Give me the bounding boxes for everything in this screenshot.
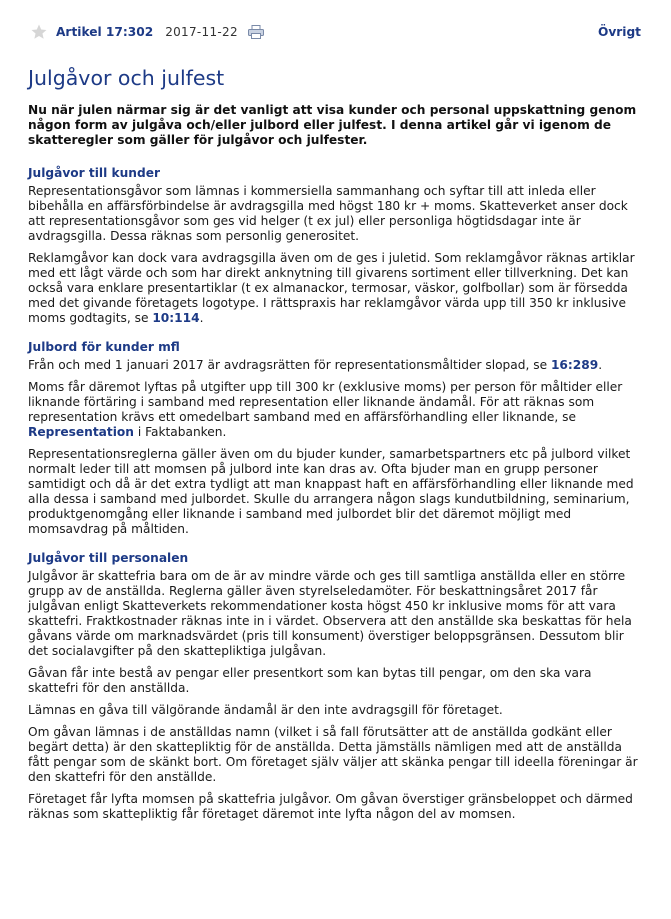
paragraph — [28, 380, 643, 440]
article-lead: Nu när julen närmar sig är det vanligt att visa kunder och personal uppskattning genom någon form av julgåva och/eller julbord eller julfest. I denna artikel går vi igenom de skatteregler som gäller för julgåvor och julfester. — [28, 103, 637, 147]
reference-link[interactable]: 16:289 — [550, 358, 599, 372]
paragraph-text: Reklamgåvor kan dock vara avdragsgilla även om de ges i juletid. Som reklamgåvor räknas artiklar med ett lågt värde och som har direkt anknytning till givarens sortiment eller tillverkning. Det kan också vara enklare presentartiklar (t ex almanackor, termosar, väskor, golfbollar) som är försedda med det givande företagets logotype. I rättspraxis har reklamgåvor värda upp till 350 kr inklusive moms godtagits, se — [28, 251, 635, 325]
section-heading: Julbord för kunder mfl — [28, 340, 180, 354]
paragraph: Representationsgåvor som lämnas i kommersiella sammanhang och syftar till att inleda eller bibehålla en affärsförbindelse är avdragsgilla med högst 180 kr + moms. Skatteverket anser dock att representationsgåvor som ges vid helger (t ex jul) eller personliga högtidsdagar inte är avdragsgilla. Dessa räknas som personlig generositet. — [28, 184, 628, 243]
paragraph: Om gåvan lämnas i de anställdas namn (vilket i så fall förutsätter att de anställda godkänt eller begärt detta) är den skattepliktig för de anställda. Detta jämställs nämligen med att de anställda fått pengar som de skänkt bort. Om företaget själv väljer att skänka pengar till ideella föreningar är den skattefri för den anställde. — [28, 725, 638, 784]
paragraph-text: . — [199, 311, 204, 325]
article-title: Julgåvor och julfest — [28, 66, 225, 90]
paragraph: Representationsreglerna gäller även om du bjuder kunder, samarbetspartners etc på julbord vilket normalt leder till att momsen på julbord inte kan dras av. Ofta bjuder man en grupp personer samtidigt och då är det extra tydligt att man knappast haft en affärsförhandling eller liknande med alla dessa i samband med julbordet. Skulle du arrangera någon slags kundutbildning, seminarium, produktgenomgång eller liknande i samband med julbordet blir det däremot möjligt med momsavdrag på måltiden. — [28, 447, 634, 536]
reference-link[interactable]: Representation — [28, 425, 134, 439]
paragraph: Julgåvor är skattefria bara om de är av mindre värde och ges till samtliga anställda eller en större grupp av de anställda. Reglerna gäller även styrelseledamöter. För beskattningsåret 2017 får julgåvan enligt Skatteverkets rekommendationer kosta högst 450 kr inklusive moms för att vara skattefri. Fraktkostnader räknas inte in i värdet. Observera att den anställde ska beskattas för hela gåvans värde om marknadsvärdet (pris till konsument) överstiger beloppsgränsen. Dessutom blir det socialavgifter på den skattepliktiga julgåvan. — [28, 569, 632, 658]
section-heading: Julgåvor till personalen — [28, 551, 189, 565]
article-number: Artikel 17:302 — [56, 24, 154, 39]
reference-link[interactable]: 10:114 — [152, 311, 200, 325]
section-heading: Julgåvor till kunder — [28, 166, 160, 180]
paragraph-text: i Faktabanken. — [133, 425, 227, 439]
paragraph — [28, 358, 643, 373]
paragraph — [28, 251, 643, 326]
category-link[interactable]: Övrigt — [597, 24, 641, 39]
section-gifts-staff — [28, 551, 643, 822]
paragraph-text: . — [598, 358, 603, 372]
paragraph: Företaget får lyfta momsen på skattefria julgåvor. Om gåvan överstiger gränsbeloppet och därmed räknas som skattepliktig får företaget däremot inte lyfta någon del av momsen. — [28, 792, 633, 821]
paragraph-text: Från och med 1 januari 2017 är avdragsrätten för representationsmåltider slopad, se — [28, 358, 551, 372]
section-gifts-customers — [28, 166, 643, 326]
paragraph: Gåvan får inte bestå av pengar eller presentkort som kan bytas till pengar, om den ska vara skattefri för den anställda. — [28, 666, 592, 695]
article-meta-bar — [28, 22, 643, 42]
article-page — [0, 22, 671, 919]
article-date: 2017-11-22 — [165, 24, 238, 39]
section-christmas-dinner — [28, 340, 643, 537]
star-icon[interactable] — [30, 23, 48, 41]
paragraph-text: Moms får däremot lyftas på utgifter upp till 300 kr (exklusive moms) per person för måltider eller liknande förtäring i samband med representation eller liknande ändamål. För att räknas som representation krävs ett omedelbart samband med en affärsförhandling eller liknande, se — [28, 380, 623, 424]
print-icon[interactable] — [248, 25, 264, 39]
paragraph: Lämnas en gåva till välgörande ändamål är den inte avdragsgill för företaget. — [28, 703, 503, 717]
